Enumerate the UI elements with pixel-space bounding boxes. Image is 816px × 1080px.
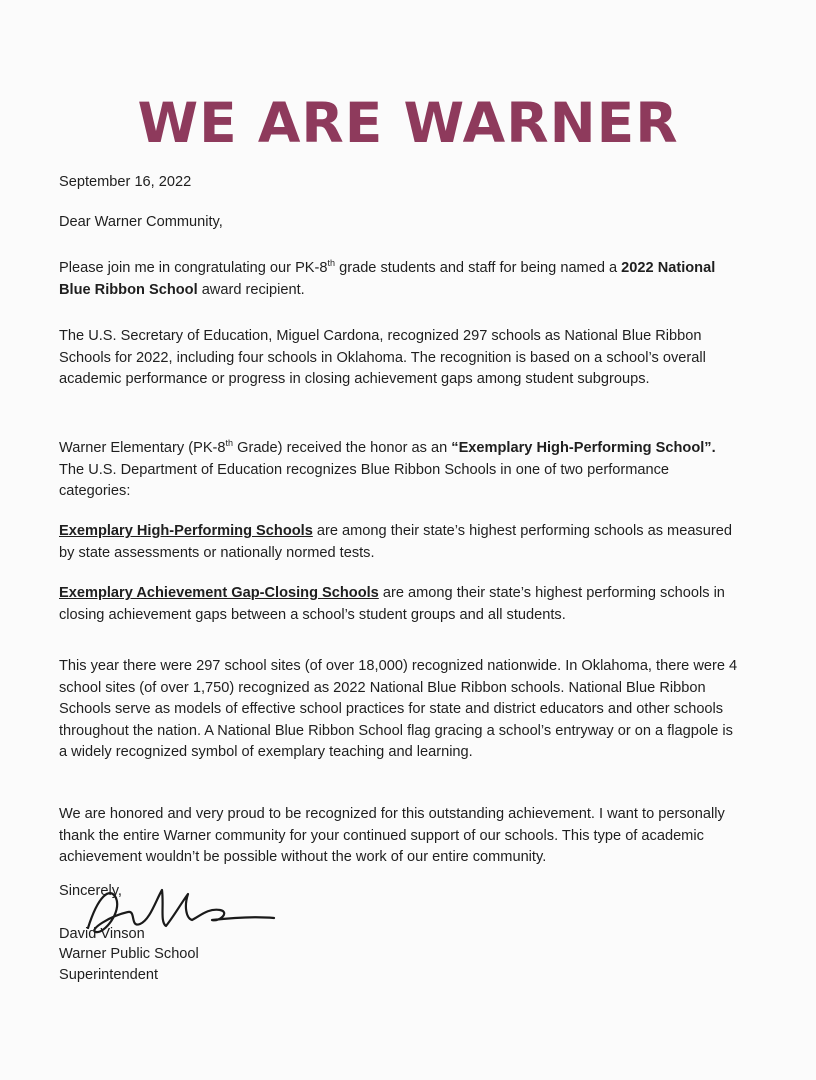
p3-category-name: “Exemplary High-Performing School”.	[451, 440, 716, 456]
letter-headline: WE ARE WARNER	[137, 91, 679, 155]
closing: Sincerely,	[59, 883, 122, 899]
paragraph-honor	[59, 438, 739, 503]
paragraph-thanks: We are honored and very proud to be recognized for this outstanding achievement. I want to personally thank the entire Warner community for your continued support of our schools. This type of academic achievement wouldn’t be possible without the work of our entire community.	[59, 806, 725, 865]
high-performing-term: Exemplary High-Performing Schools	[59, 523, 313, 539]
p1-text-before: Please join me in congratulating our PK-8	[59, 260, 328, 276]
letter-date: September 16, 2022	[59, 174, 192, 190]
p1-award-name: 2022 National Blue Ribbon School	[59, 260, 716, 298]
signer-name: David Vinson	[59, 926, 145, 942]
paragraph-statistics: This year there were 297 school sites (of over 18,000) recognized nationwide. In Oklahoma, there were 4 school sites (of over 1,750) recognized as 2022 National Blue Ribbon schools. National Blue Ribbon Schools serve as models of effective school practices for state and district educators and other schools throughout the nation. A National Blue Ribbon School flag gracing a school’s entryway or on a flagpole is a widely recognized symbol of exemplary teaching and learning.	[59, 658, 738, 760]
paragraph-high-performing	[59, 521, 739, 564]
p3-text-middle: Grade) received the honor as an	[233, 440, 452, 456]
signer-title: Superintendent	[59, 967, 158, 983]
salutation: Dear Warner Community,	[59, 214, 223, 230]
p1-text-after: award recipient.	[197, 281, 305, 298]
paragraph-gap-closing	[59, 583, 739, 626]
p3-superscript: th	[225, 438, 234, 449]
signer-organization: Warner Public School	[59, 946, 199, 962]
p3-text-after: The U.S. Department of Education recognizes Blue Ribbon Schools in one of two performance categories:	[59, 461, 670, 499]
gap-closing-term: Exemplary Achievement Gap-Closing Schools	[59, 585, 379, 601]
gap-closing-description: are among their state’s highest performing schools in closing achievement gaps between a school’s student groups and all students.	[59, 585, 725, 623]
high-performing-description: are among their state’s highest performing schools as measured by state assessments or nationally normed tests.	[59, 523, 732, 561]
p1-text-middle: grade students and staff for being named a	[335, 260, 622, 276]
p3-text-before: Warner Elementary (PK-8	[59, 440, 226, 456]
paragraph-recognition: The U.S. Secretary of Education, Miguel Cardona, recognized 297 schools as National Blue Ribbon Schools for 2022, including four schools in Oklahoma. The recognition is based on a school’s overall academic performance or progress in closing achievement gaps among student subgroups.	[59, 328, 706, 387]
p1-superscript: th	[327, 258, 336, 269]
paragraph-congratulations	[59, 258, 739, 301]
